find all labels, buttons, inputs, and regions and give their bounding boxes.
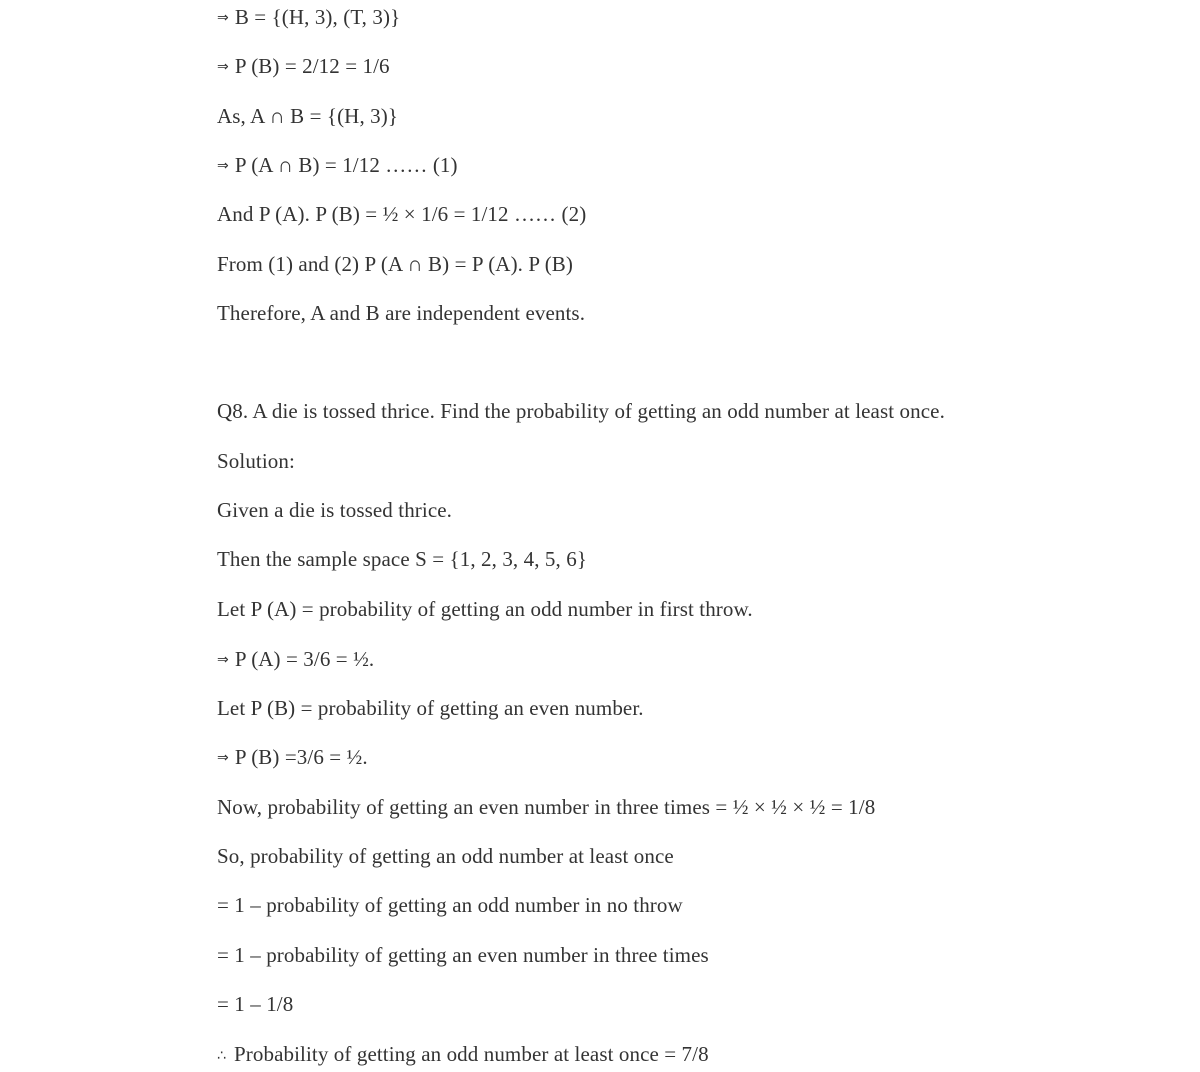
implies-arrow: ⇒ (217, 750, 229, 766)
solution-line-2 (217, 546, 587, 572)
solution-line-8 (217, 843, 674, 869)
line-text: Now, probability of getting an even number in three times = ½ × ½ × ½ = 1/8 (217, 795, 876, 819)
implies-arrow: ⇒ (217, 652, 229, 668)
heading-text: Solution: (217, 449, 295, 473)
line-text: = 1 – 1/8 (217, 992, 294, 1016)
solution-line-6 (217, 744, 368, 771)
line-text: B = {(H, 3), (T, 3)} (234, 5, 401, 29)
line-text: Let P (A) = probability of getting an odd number in first throw. (217, 597, 753, 621)
solution-line-4 (217, 646, 374, 673)
solution-line-9 (217, 892, 683, 918)
prior-solution-line-3 (217, 103, 398, 129)
solution-final-answer (217, 1041, 709, 1069)
line-text: P (B) = 2/12 = 1/6 (234, 54, 390, 78)
prior-solution-line-4 (217, 152, 458, 179)
line-text: Therefore, A and B are independent events. (217, 301, 586, 325)
solution-line-5 (217, 695, 644, 721)
line-text: As, A ∩ B = {(H, 3)} (217, 104, 399, 128)
line-text: P (B) =3/6 = ½. (234, 745, 368, 769)
implies-arrow: ⇒ (217, 10, 229, 26)
solution-line-11 (217, 991, 293, 1017)
question-q8 (217, 398, 945, 424)
line-text: = 1 – probability of getting an odd number in no throw (217, 893, 683, 917)
line-text: = 1 – probability of getting an even number in three times (217, 943, 709, 967)
solution-line-10 (217, 942, 709, 968)
question-text: Q8. A die is tossed thrice. Find the probability of getting an odd number at least once. (217, 399, 945, 423)
line-text: From (1) and (2) P (A ∩ B) = P (A). P (B) (217, 252, 574, 276)
prior-solution-line-6 (217, 251, 573, 277)
solution-line-7 (217, 794, 875, 820)
line-text: Let P (B) = probability of getting an even number. (217, 696, 644, 720)
line-text: So, probability of getting an odd number at least once (217, 844, 674, 868)
solution-heading (217, 448, 295, 474)
therefore-symbol: ∴ (217, 1048, 227, 1064)
line-text: Probability of getting an odd number at least once = 7/8 (234, 1042, 709, 1066)
implies-arrow: ⇒ (217, 158, 229, 174)
line-text: And P (A). P (B) = ½ × 1/6 = 1/12 …… (2) (217, 202, 587, 226)
prior-solution-line-5 (217, 201, 586, 227)
prior-solution-line-1 (217, 4, 400, 31)
line-text: P (A ∩ B) = 1/12 …… (1) (234, 153, 458, 177)
solution-line-1 (217, 497, 452, 523)
implies-arrow: ⇒ (217, 59, 229, 75)
prior-solution-conclusion (217, 300, 585, 326)
prior-solution-line-2 (217, 53, 390, 80)
line-text: Then the sample space S = {1, 2, 3, 4, 5, 6} (217, 547, 588, 571)
solution-line-3 (217, 596, 753, 622)
line-text: P (A) = 3/6 = ½. (234, 647, 375, 671)
line-text: Given a die is tossed thrice. (217, 498, 453, 522)
